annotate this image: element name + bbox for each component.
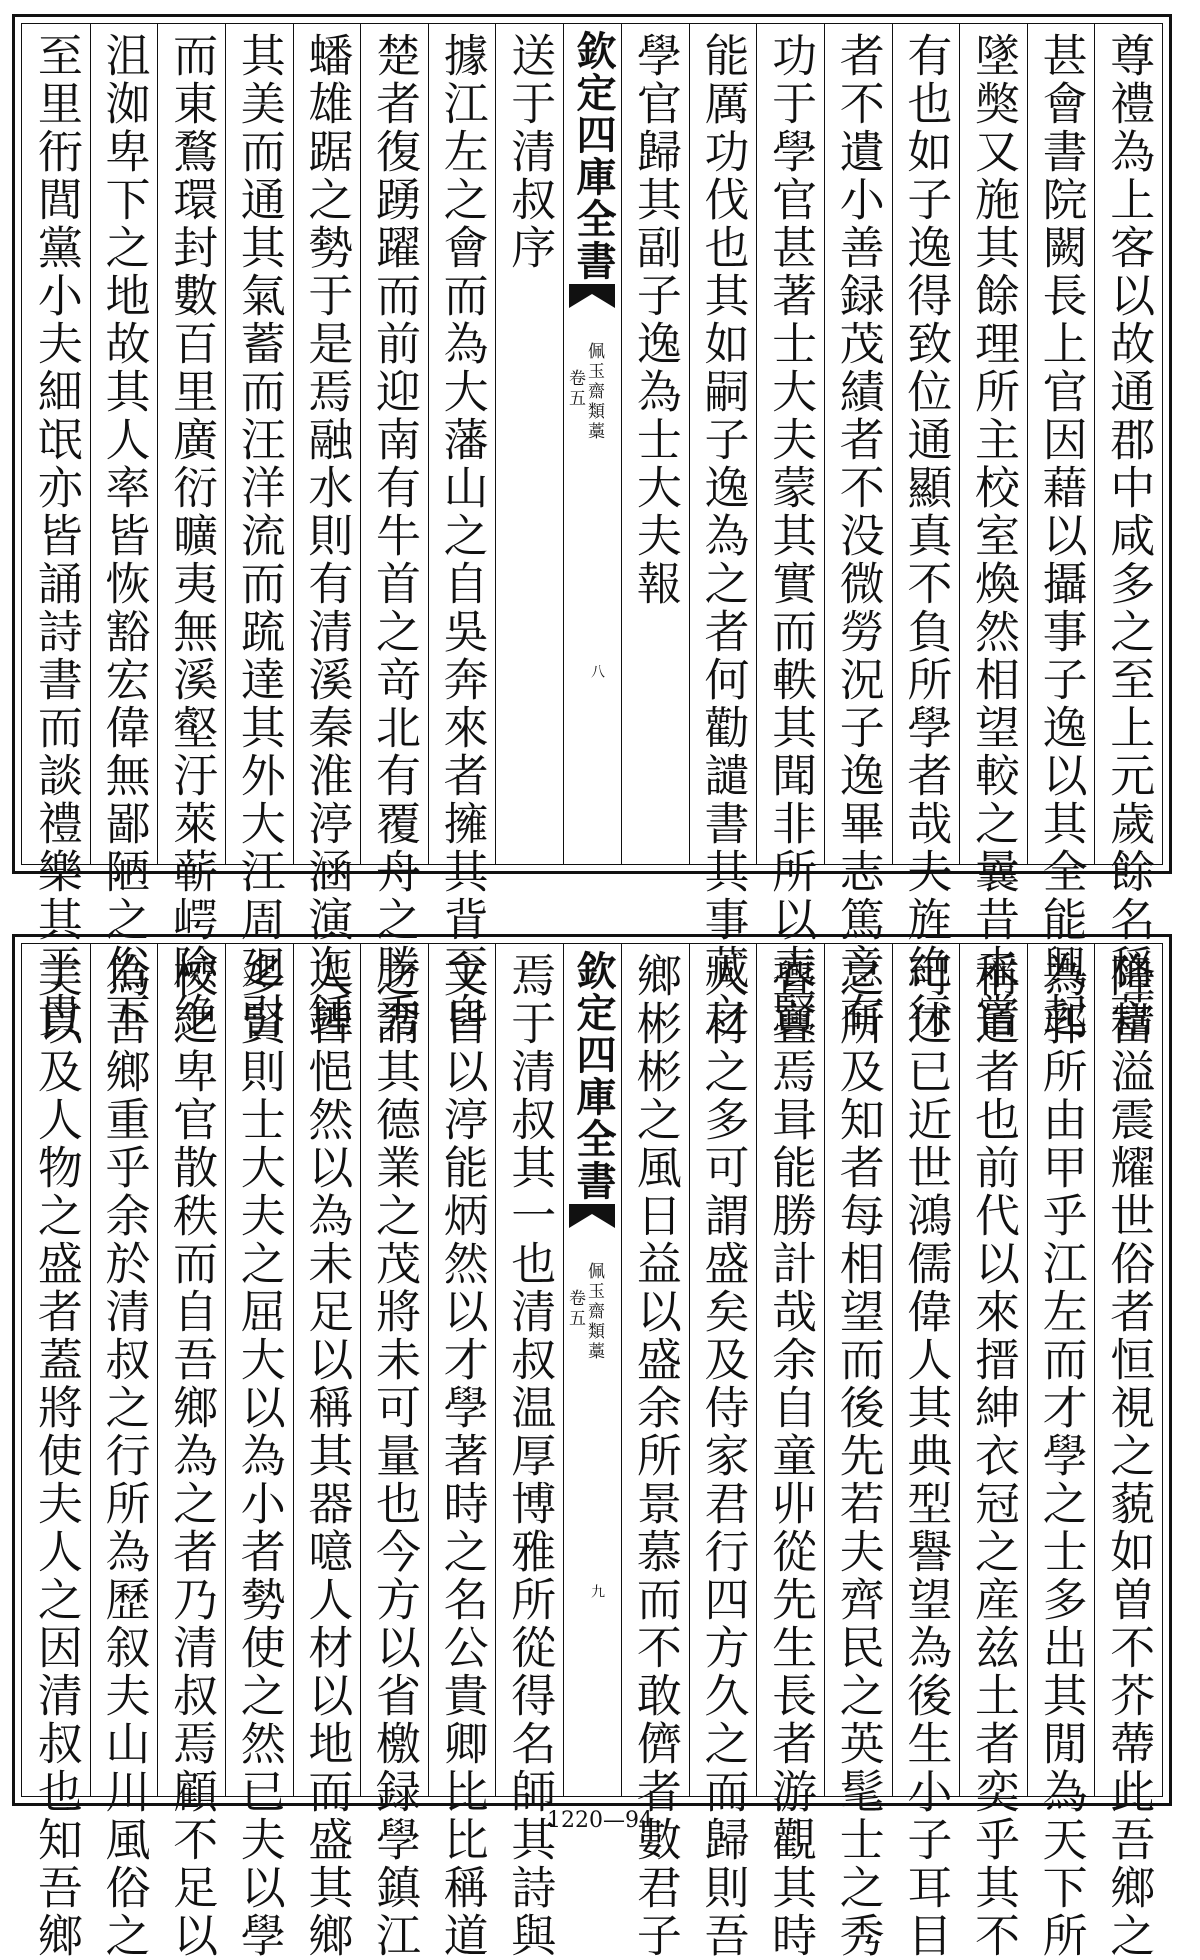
lower-text-column: 多賢則士大夫之屈大以為小者勢使之然已夫以學: [232, 952, 286, 1960]
upper-text-column: 送于清叔序: [503, 32, 557, 272]
upper-text-column: 甚會書院闕長上官因藉以攝事子逸以其全能興起: [1034, 32, 1088, 1040]
column-rule: [225, 944, 226, 1796]
upper-text-column: 蟠雄踞之勢于是焉融水則有清溪秦淮渟涵演迤鍾: [300, 32, 354, 1040]
upper-text-column: 學官歸其副子逸為士大夫報: [628, 32, 682, 608]
column-rule: [157, 24, 158, 864]
column-rule: [90, 24, 91, 864]
upper-text-column: 據江左之會而為大藩山之自吳奔來者擁其背至自: [435, 32, 489, 1040]
lower-text-column: 之所及知者每相望而後先若夫齊民之英髦士之秀: [831, 952, 885, 1960]
lower-text-column: 之謂其德業之茂將未可量也今方以省檄録學鎮江: [367, 952, 421, 1960]
margin-page-number: 八: [589, 664, 605, 678]
upper-text-column: 者不遺小善録茂績者不没微勞況子逸畢志篤意有: [831, 32, 885, 1040]
column-rule: [756, 24, 757, 864]
upper-text-column: 而東鶩環封數百里廣衍曠夷無溪壑汙萊蕲崿險絶: [165, 32, 219, 1040]
column-rule: [428, 944, 429, 1796]
upper-text-column: 能厲功伐也其如嗣子逸為之者何勸譴書其事藏之: [696, 32, 750, 1040]
lower-text-column: 美以及人物之盛者蓋將使夫人之因清叔也知吾鄉: [29, 952, 83, 1960]
upper-text-column: 墜獘又施其餘理所主校室煥然相望較之曩昔未嘗: [966, 32, 1020, 1040]
column-rule: [689, 24, 690, 864]
column-rule: [892, 944, 893, 1796]
column-rule: [293, 24, 294, 864]
fishtail-mark-icon: [567, 282, 617, 312]
column-rule: [495, 24, 496, 864]
fishtail-mark-icon: [567, 1202, 617, 1232]
column-rule: [360, 944, 361, 1796]
column-rule: [959, 24, 960, 864]
column-rule: [756, 944, 757, 1796]
lower-text-column: 校之卑官散秩而自吾鄉為之者乃清叔焉顧不足以: [165, 952, 219, 1960]
lower-text-column: 焉于清叔其一也清叔温厚博雅所從得名師其詩與: [503, 952, 557, 1960]
margin-book-title: 佩玉齋類藁: [584, 342, 604, 442]
column-rule: [90, 944, 91, 1796]
margin-rule-right: [621, 944, 622, 1796]
column-rule: [495, 944, 496, 1796]
column-rule: [824, 24, 825, 864]
lower-text-column: 稱道者也前代以來搢紳衣冠之産兹土者奕乎其不: [966, 952, 1020, 1960]
column-rule: [428, 24, 429, 864]
lower-text-column: 文皆以渟能炳然以才學著時之名公貴卿比比稱道: [435, 952, 489, 1960]
column-rule: [959, 944, 960, 1796]
upper-text-column: 尊禮為上客以故通郡中咸多之至上元歲餘名稱藉: [1102, 32, 1156, 1040]
margin-title: 欽定四庫全書: [570, 950, 617, 1202]
lower-text-column: 為郛所由甲乎江左而才學之士多出其閒為天下所: [1034, 952, 1088, 1960]
lower-center-margin: [563, 944, 621, 1796]
margin-book-title: 佩玉齋類藁: [584, 1262, 604, 1362]
upper-page: [12, 14, 1172, 1040]
column-rule: [225, 24, 226, 864]
margin-rule-left: [563, 24, 564, 864]
margin-rule-left: [563, 944, 564, 1796]
margin-page-number: 九: [589, 1584, 605, 1598]
margin-volume: 卷五: [565, 1289, 585, 1329]
lower-text-column: 隆富溢震耀世俗者恒視之藐如曽不芥蔕此吾鄉之: [1102, 952, 1156, 1960]
column-rule: [1027, 944, 1028, 1796]
lower-text-column: 人皆悒然以為未足以稱其器噫人材以地而盛其鄉: [300, 952, 354, 1960]
margin-rule-right: [621, 24, 622, 864]
column-rule: [1094, 24, 1095, 864]
upper-text-column: 楚者復踴躍而前迎南有牛首之竒北有覆舟之勝秀: [367, 32, 421, 1040]
lower-text-column: 人材之多可謂盛矣及侍家君行四方久之而歸則吾: [696, 952, 750, 1960]
page-number-footer: 1220—94: [547, 1808, 653, 1833]
lower-text-column: 亹亹焉咠能勝計哉余自童丱從先生長者游觀其時: [764, 952, 818, 1960]
upper-text-column: 至里衎閭黨小夫細氓亦皆誦詩書而談禮樂其于貴: [29, 32, 83, 1040]
column-rule: [360, 24, 361, 864]
column-rule: [892, 24, 893, 864]
upper-text-column: 沮洳卑下之地故其人率皆恢豁宏偉無鄙陋之俗下: [97, 32, 151, 1040]
column-rule: [157, 944, 158, 1796]
margin-title: 欽定四庫全書: [570, 30, 617, 282]
upper-page-frame: [21, 23, 1163, 1040]
upper-text-column: 其美而通其氣蓄而汪洋流而䟽達其外大江周廻引: [232, 32, 286, 1040]
column-rule: [293, 944, 294, 1796]
margin-volume: 卷五: [565, 369, 585, 409]
lower-text-column: 為吾鄉重乎余於清叔之行所為歷叙夫山川風俗之: [97, 952, 151, 1960]
column-rule: [824, 944, 825, 1796]
column-rule: [1027, 24, 1028, 864]
lower-text-column: 鄉彬彬之風日益以盛余所景慕而不敢儕者數君子: [628, 952, 682, 1960]
upper-text-column: 有也如子逸得致位通顯真不負所學者哉夫旌絶行: [899, 32, 953, 1040]
column-rule: [1094, 944, 1095, 1796]
column-rule: [689, 944, 690, 1796]
upper-center-margin: [563, 24, 621, 864]
upper-text-column: 功于學官甚著士大夫蒙其實而軼其聞非所以表賢: [764, 32, 818, 1040]
lower-text-column: 可述已近世鴻儒偉人其典型譽望為後生小子耳目: [899, 952, 953, 1960]
